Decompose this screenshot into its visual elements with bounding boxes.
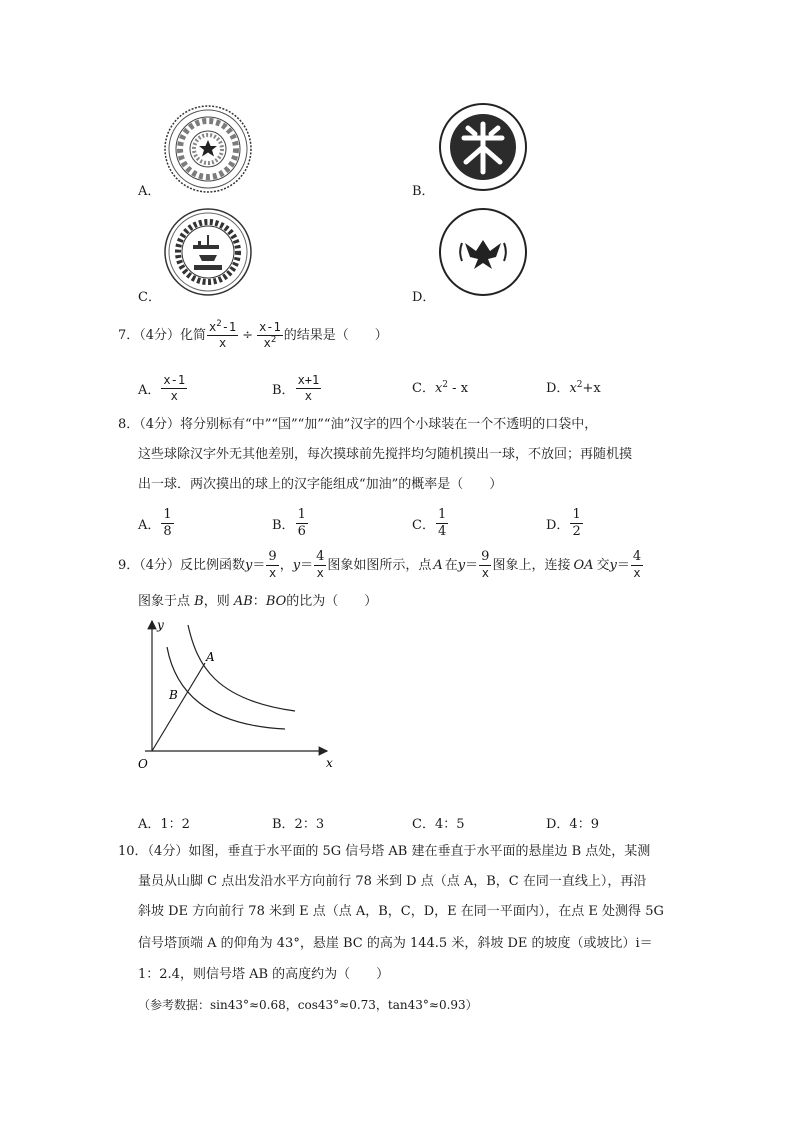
gear-tool-emblem-icon: [163, 207, 253, 297]
question-7-stem: 7．（4分）化简 $\frac{x^2-1}{x}$ ÷ $\frac{x-1}{x^2}$ 的结果是（ ）: [118, 318, 388, 350]
question-8-line-2: 这些球除汉字外无其他差别，每次摸球前先搅拌均匀随机摸出一球，不放回；再随机摸: [138, 447, 633, 462]
option-label: B．: [412, 184, 435, 199]
option-label: D．: [412, 290, 436, 305]
question-8-option-a: A． $\frac{1}{8}$: [138, 506, 172, 539]
question-10-line-3: 斜坡 DE 方向前行 78 米到 E 点（点 A，B，C，D，E 在同一平面内），在点 E 处测得 5G: [138, 904, 664, 919]
fraction: $\frac{x-1}{x^2}$: [259, 319, 281, 350]
point-a-label: A: [206, 650, 215, 664]
question-8-option-d: D． $\frac{1}{2}$: [546, 506, 581, 539]
question-9-option-c: C．4：5: [412, 817, 465, 832]
question-10-line-5: 1：2.4，则信号塔 AB 的高度约为（ ）: [138, 967, 390, 982]
question-7-option-b: B． $\frac{x+1}{x}$: [272, 372, 320, 403]
question-10-line-1: 10．（4分）如图，垂直于水平面的 5G 信号塔 AB 建在垂直于水平面的悬崖边 B 点处，某测: [118, 844, 651, 859]
bird-emblem-icon: [438, 207, 528, 297]
stamp-star-emblem-icon: [163, 104, 253, 194]
option-label: A．: [138, 184, 161, 199]
question-10-line-2: 量员从山脚 C 点出发沿水平方向前行 78 米到 D 点（点 A，B，C 在同一直线上），再沿: [138, 874, 647, 889]
question-8-option-b: B． $\frac{1}{6}$: [272, 506, 306, 539]
point-b-label: B: [169, 688, 178, 702]
question-9-option-d: D．4：9: [546, 817, 599, 832]
q6-options: [0, 0, 794, 310]
question-8-line-3: 出一球．两次摸出的球上的汉字能组成“加油”的概率是（ ）: [138, 477, 503, 492]
curve-y-9-over-x: [188, 625, 295, 711]
inverse-function-graph: [135, 615, 345, 773]
fraction: $\frac{x^2-1}{x}$: [209, 318, 237, 350]
question-8-line-1: 8．（4分）将分别标有“中”“国”“加”“油”汉字的四个小球装在一个不透明的口袋中，: [118, 417, 598, 432]
tree-character-emblem-icon: [438, 102, 528, 192]
question-9-line-2: 图象于点 B，则 AB：BO的比为（ ）: [138, 594, 378, 609]
x-axis-label: x: [326, 756, 333, 770]
question-9-option-b: B．2：3: [272, 817, 325, 832]
option-label: C．: [138, 290, 161, 305]
question-7-option-d: D．$x^2+x$: [546, 380, 601, 396]
question-9-line-1: 9．（4分）反比例函数 y ＝ $\frac{9}{x}$ ， y ＝ $\frac{4}{x}$ 图象如图所示，点 A 在 y ＝ $\frac{9}{x}$ 图象上，连接 OA 交 y ＝ $\frac{4}{x}$: [118, 549, 642, 581]
question-10-reference-data: （参考数据：sin43°≈0.68，cos43°≈0.73，tan43°≈0.93）: [138, 998, 478, 1012]
question-7-option-a: A． $\frac{x-1}{x}$: [138, 372, 186, 403]
question-8-option-c: C． $\frac{1}{4}$: [412, 506, 447, 539]
question-9-option-a: A．1：2: [138, 817, 190, 832]
question-10-line-4: 信号塔顶端 A 的仰角为 43°，悬崖 BC 的高为 144.5 米，斜坡 DE 的坡度（或坡比）i＝: [138, 936, 653, 951]
y-axis-label: y: [157, 618, 164, 632]
segment-oa: [152, 663, 205, 751]
origin-label: O: [138, 757, 148, 771]
question-7-option-c: C．$x^2$ - x: [412, 380, 469, 396]
